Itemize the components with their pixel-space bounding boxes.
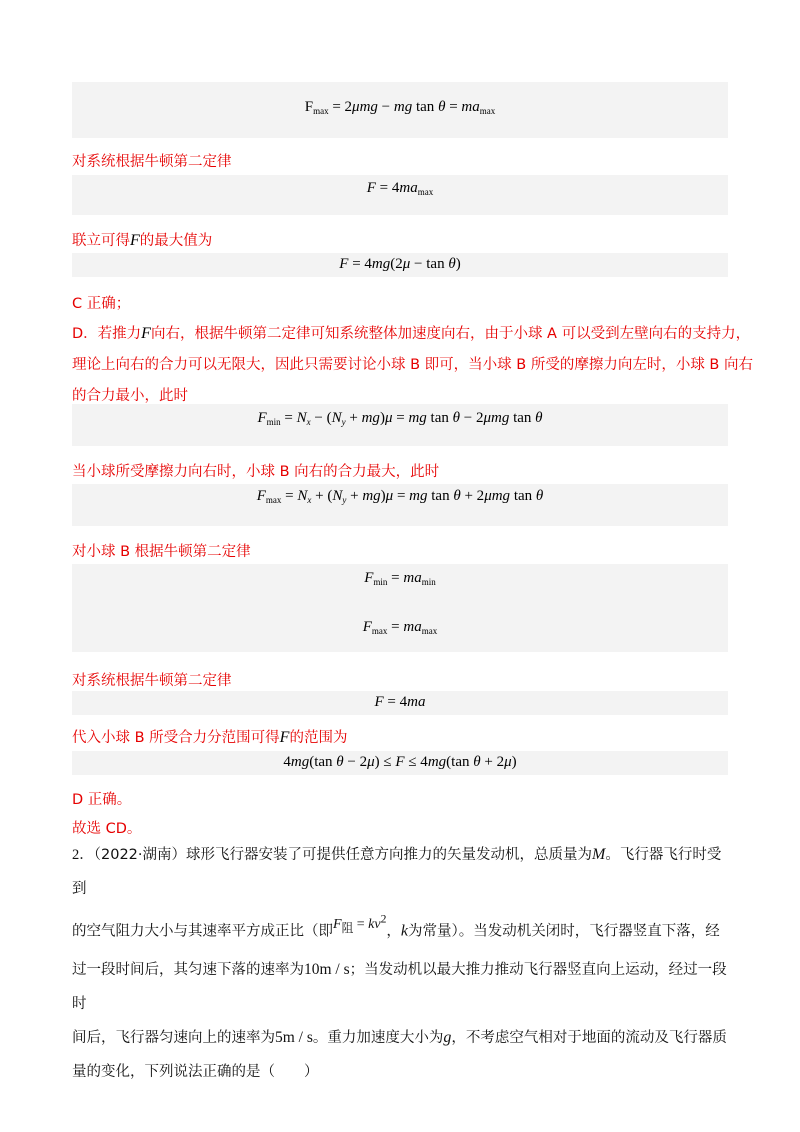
question-line	[72, 910, 732, 953]
symbol-g: g	[443, 1029, 452, 1047]
question-text: 间后，飞行器匀速向上的速率为	[72, 1030, 275, 1047]
symbol-f: F	[130, 232, 140, 249]
question-line	[72, 1021, 732, 1055]
value-rise-speed: 5m / s	[275, 1029, 313, 1047]
equation-fmin-ball-b: $F_{min} = N_x - (N_y + mg)\mu$ = mg tan θ − 2μmg tan θ	[257, 410, 543, 427]
question-text: 。飞行器飞行时受到	[72, 847, 722, 897]
question-line	[72, 838, 732, 906]
value-fall-speed: 10m / s	[304, 961, 350, 979]
text-d-prefix: D．若推力	[72, 326, 142, 342]
text-d-rest: 向右，根据牛顿第二定律可知系统整体加速度向右，由于小球 A 可以受到左壁向右的支持力，	[150, 326, 751, 342]
symbol-m: M	[592, 846, 606, 863]
text-range-prefix: 代入小球 B 所受合力分范围可得	[72, 730, 280, 746]
equation-fmin-ma: $F_{min} = ma_{min}$	[364, 570, 436, 587]
text-d-correct: D 正确。	[72, 792, 132, 808]
question-text: 的空气阻力大小与其速率平方成正比（即	[72, 923, 333, 940]
equation-f-4ma: F = 4ma	[374, 694, 426, 710]
equation-fmax-ball: $F_{max} = 2\mu mg$ − mg $\tan \theta = ma_{max}$	[304, 99, 496, 116]
question-text: 为常量）。当发动机关闭时，飞行器竖直下落，经	[408, 923, 720, 940]
text-range-tail: 的范围为	[289, 730, 348, 746]
text-combine-tail: 的最大值为	[139, 233, 213, 249]
text-d-line2: 理论上向右的合力可以无限大，因此只需要讨论小球 B 即可，当小球 B 所受的摩擦力向左时，小球 B 向右	[72, 357, 753, 373]
equation-f-max-result: F = 4mg(2μ − tan θ)	[339, 256, 461, 272]
question-text: ，不考虑空气相对于地面的流动及飞行器质	[451, 1030, 727, 1047]
text-d-line3: 的合力最小，此时	[72, 388, 188, 404]
question-line: 量的变化，下列说法正确的是（ ）	[72, 1064, 319, 1081]
text-combine-max	[72, 229, 212, 250]
equation-fmax-ball-b: $F_{max} = N_x + (N_y + mg)\mu$ = mg tan θ + 2μmg tan θ	[256, 488, 544, 505]
question-2	[72, 838, 732, 1089]
symbol-f: F	[279, 729, 290, 746]
equation-f-system: $F = 4ma_{max}$	[366, 180, 434, 197]
equation-f-range: 4mg(tan θ − 2μ) ≤ F ≤ 4mg(tan θ + 2μ)	[283, 754, 517, 770]
question-text: 。重力加速度大小为	[312, 1030, 444, 1047]
text-friction-right: 当小球所受摩擦力向右时，小球 B 向右的合力最大，此时	[72, 464, 440, 480]
separator: ，	[386, 923, 401, 940]
text-d-line1	[72, 322, 750, 343]
question-text: 过一段时间后，其匀速下落的速率为	[72, 962, 304, 979]
question-line	[72, 953, 732, 1021]
equation-fmax-ma: $F_{max} = ma_{max}$	[362, 619, 438, 636]
text-combine: 联立可得	[72, 233, 130, 249]
text-c-correct: C 正确；	[72, 296, 131, 312]
text-ball-b-newton: 对小球 B 根据牛顿第二定律	[72, 544, 251, 560]
symbol-k: k	[400, 922, 409, 940]
text-choose-cd: 故选 CD。	[72, 821, 142, 837]
question-text: ；当发动机以最大推力推动飞行器竖直向上运动，经过一段时	[72, 962, 727, 1013]
text-system-newton-2: 对系统根据牛顿第二定律	[72, 673, 232, 689]
text-system-newton: 对系统根据牛顿第二定律	[72, 154, 232, 170]
question-text: （2022·湖南）球形飞行器安装了可提供任意方向推力的矢量发动机，总质量为	[93, 847, 593, 863]
question-number: 2．	[72, 847, 94, 863]
equation-drag: $F_阻 = kv^2$	[333, 912, 387, 935]
text-range	[72, 726, 347, 747]
symbol-f: F	[141, 325, 151, 342]
